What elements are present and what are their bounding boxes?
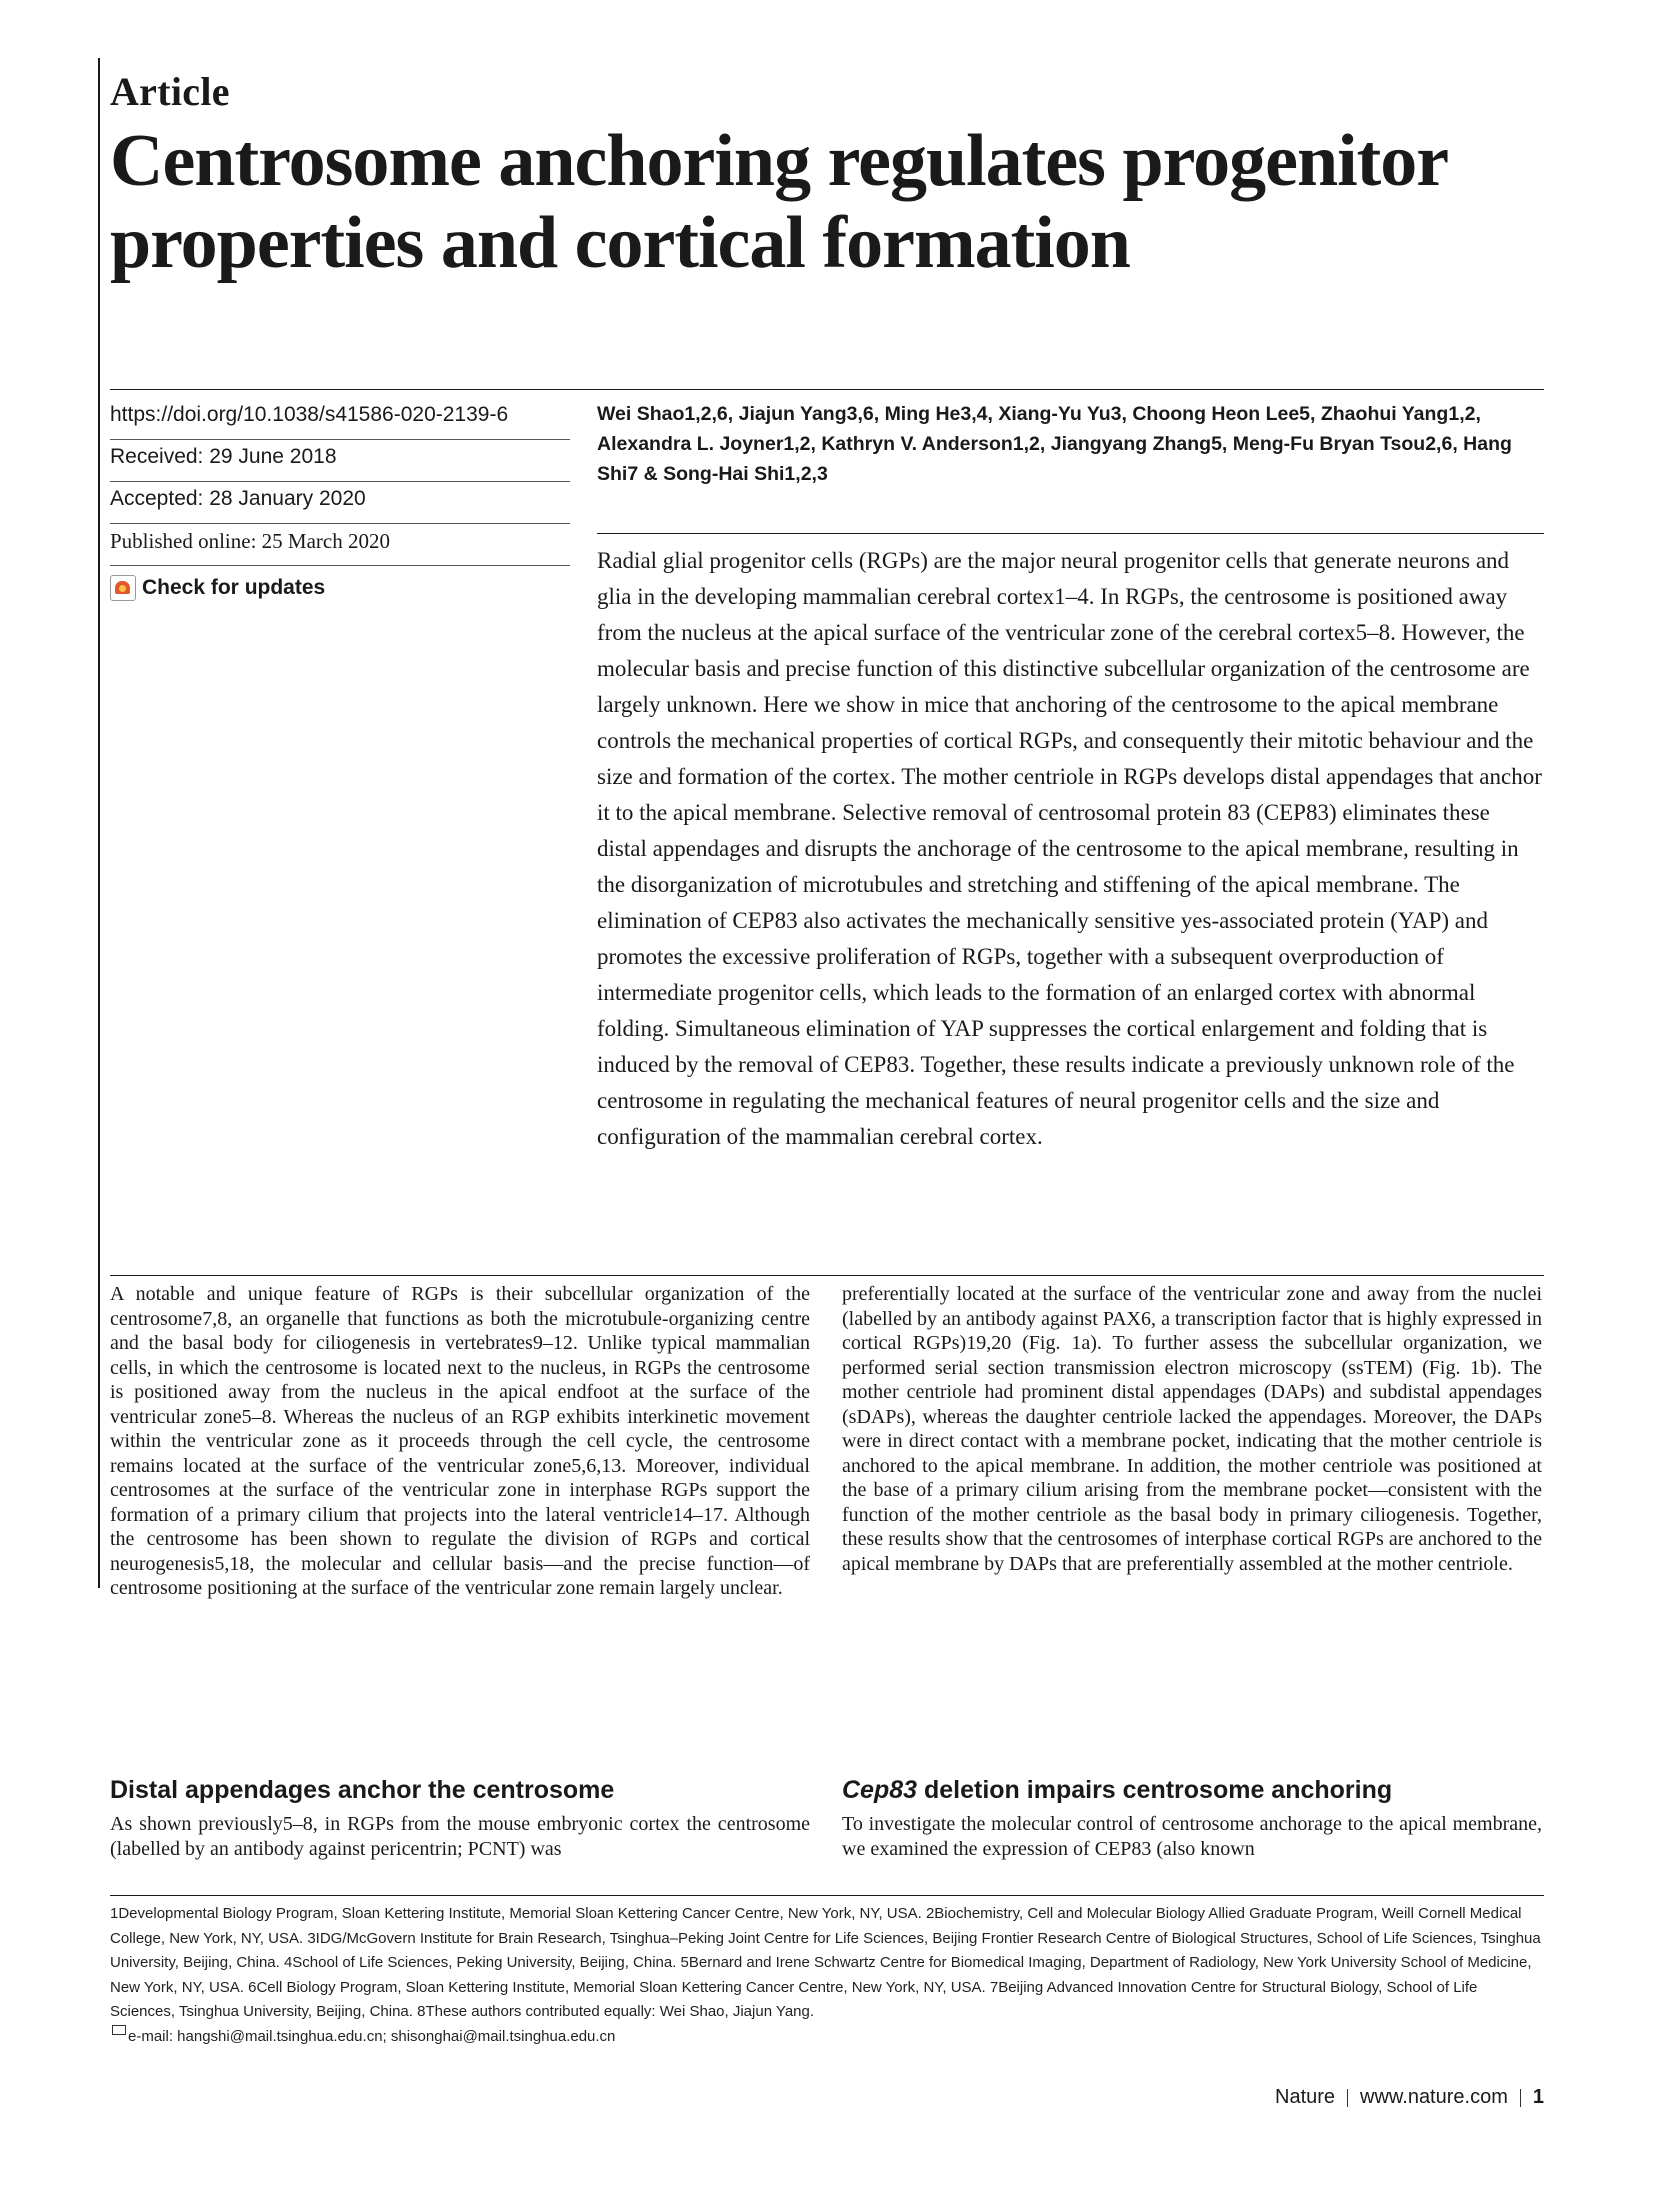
article-type-label: Article	[110, 69, 230, 114]
article-title: Centrosome anchoring regulates progenitor properties and cortical formation	[110, 120, 1447, 284]
body-column-left	[110, 1282, 810, 1601]
section-paragraph: As shown previously5–8, in RGPs from the mouse embryonic cortex the centrosome (labelled by an antibody against pericentrin; PCNT) was	[110, 1813, 810, 1860]
affiliations-footnotes	[110, 1902, 1544, 2049]
author-list: Wei Shao1,2,6, Jiajun Yang3,6, Ming He3,4, Xiang-Yu Yu3, Choong Heon Lee5, Zhaohui Yang1,2, Alexandra L. Joyner1,2, Kathryn V. Anderson1,2, Jiangyang Zhang5, Meng-Fu Bryan Tsou2,6, Hang Shi7 & Song-Hai Shi1,2,3	[597, 403, 1512, 485]
divider	[110, 1895, 1544, 1896]
check-for-updates-button[interactable]	[110, 566, 570, 608]
affiliations-text: 1Developmental Biology Program, Sloan Kettering Institute, Memorial Sloan Kettering Cancer Centre, New York, NY, USA. 2Biochemistry, Cell and Molecular Biology Allied Graduate Program, Weill Cornell Medical College, New York, NY, USA. 3IDG/McGovern Institute for Brain Research, Tsinghua–Peking Joint Centre for Life Sciences, Beijing Frontier Research Centre of Biological Structures, School of Life Sciences, Tsinghua University, Beijing, China. 4School of Life Sciences, Peking University, Beijing, China. 5Bernard and Irene Schwartz Centre for Biomedical Imaging, Department of Radiology, New York University School of Medicine, New York, NY, USA. 6Cell Biology Program, Sloan Kettering Institute, Memorial Sloan Kettering Cancer Centre, New York, NY, USA. 7Beijing Advanced Innovation Centre for Structural Biology, School of Life Sciences, Tsinghua University, Beijing, China. 8These authors contributed equally: Wei Shao, Jiajun Yang.	[110, 1905, 1541, 2020]
journal-name: Nature	[1275, 2086, 1336, 2108]
check-for-updates-label: Check for updates	[142, 576, 326, 599]
published-date: Published online: 25 March 2020	[110, 524, 570, 566]
divider	[110, 389, 1544, 390]
footer-separator	[1520, 2089, 1521, 2107]
section-text-left	[110, 1812, 810, 1861]
intro-paragraph: A notable and unique feature of RGPs is their subcellular organization of the centrosome7,8, an organelle that functions as both the microtubule-organizing centre and the basal body for ciliogenesis in vertebrates9–12. Unlike typical mammalian cells, in which the centrosome is located next to the nucleus, in RGPs the centrosome is positioned away from the nucleus in the apical endfoot at the surface of the ventricular zone5–8. Whereas the nucleus of an RGP exhibits interkinetic movement within the ventricular zone as it proceeds through the cell cycle, the centrosome remains located at the surface of the ventricular zone5,6,13. Moreover, individual centrosomes at the surface of the ventricular zone in interphase RGPs support the formation of a primary cilium that projects into the lateral ventricle14–17. Although the centrosome has been shown to regulate the division of RGPs and cortical neurogenesis5,18, the molecular and cellular basis—and the precise function—of centrosome positioning at the surface of the ventricular zone remain largely unclear.	[110, 1283, 810, 1599]
section-heading-cep83-deletion	[842, 1776, 1542, 1805]
received-date: Received: 29 June 2018	[110, 440, 570, 482]
footer-separator	[1347, 2089, 1348, 2107]
envelope-icon	[112, 2025, 126, 2035]
article-metadata	[110, 398, 570, 608]
divider	[597, 533, 1544, 534]
section-heading-distal-appendages: Distal appendages anchor the centrosome	[110, 1776, 615, 1804]
intro-paragraph-continued: preferentially located at the surface of the ventricular zone and away from the nuclei (labelled by an antibody against PAX6, a transcription factor that is highly expressed in cortical RGPs)19,20 (Fig. 1a). To further assess the subcellular organization, we performed serial section transmission electron microscopy (ssTEM) (Fig. 1b). The mother centriole had prominent distal appendages (DAPs) and subdistal appendages (sDAPs), whereas the daughter centriole lacked the appendages. Moreover, the DAPs were in direct contact with a membrane pocket, indicating that the mother centriole is anchored to the apical membrane. In addition, the mother centriole was positioned at the base of a primary cilium arising from the membrane pocket—consistent with the function of the mother centriole as the basal body in primary ciliogenesis. Together, these results show that the centrosomes of interphase cortical RGPs are anchored to the apical membrane by DAPs that are preferentially assembled at the mother centriole.	[842, 1283, 1542, 1575]
divider	[110, 1275, 1544, 1276]
heading-text: deletion impairs centrosome anchoring	[917, 1776, 1393, 1804]
email-text[interactable]: e-mail: hangshi@mail.tsinghua.edu.cn; shisonghai@mail.tsinghua.edu.cn	[128, 2027, 616, 2045]
correspondence-line	[110, 2025, 1544, 2050]
accepted-date: Accepted: 28 January 2020	[110, 482, 570, 524]
header-vertical-rule	[98, 58, 100, 1588]
gene-name: Cep83	[842, 1776, 918, 1804]
abstract: Radial glial progenitor cells (RGPs) are the major neural progenitor cells that generate neurons and glia in the developing mammalian cerebral cortex1–4. In RGPs, the centrosome is positioned away from the nucleus at the apical surface of the ventricular zone of the cerebral cortex5–8. However, the molecular basis and precise function of this distinctive subcellular organization of the centrosome are largely unknown. Here we show in mice that anchoring of the centrosome to the apical membrane controls the mechanical properties of cortical RGPs, and consequently their mitotic behaviour and the size and formation of the cortex. The mother centriole in RGPs develops distal appendages that anchor it to the apical membrane. Selective removal of centrosomal protein 83 (CEP83) eliminates these distal appendages and disrupts the anchorage of the centrosome to the apical membrane, resulting in the disorganization of microtubules and stretching and stiffening of the apical membrane. The elimination of CEP83 also activates the mechanically sensitive yes-associated protein (YAP) and promotes the excessive proliferation of RGPs, together with a subsequent overproduction of intermediate progenitor cells, which leads to the formation of an enlarged cortex with abnormal folding. Simultaneous elimination of YAP suppresses the cortical enlargement and folding that is induced by the removal of CEP83. Together, these results indicate a previously unknown role of the centrosome in regulating the mechanical features of neural progenitor cells and the size and configuration of the mammalian cerebral cortex.	[597, 548, 1542, 1149]
crossmark-icon	[110, 575, 136, 601]
page-number: 1	[1532, 2086, 1544, 2108]
section-paragraph: To investigate the molecular control of centrosome anchorage to the apical membrane, we examined the expression of CEP83 (also known	[842, 1813, 1542, 1860]
section-text-right	[842, 1812, 1542, 1861]
body-column-right	[842, 1282, 1542, 1576]
page-footer	[1275, 2086, 1544, 2109]
doi-link[interactable]: https://doi.org/10.1038/s41586-020-2139-6	[110, 398, 570, 440]
journal-website-link[interactable]: www.nature.com	[1360, 2086, 1508, 2108]
